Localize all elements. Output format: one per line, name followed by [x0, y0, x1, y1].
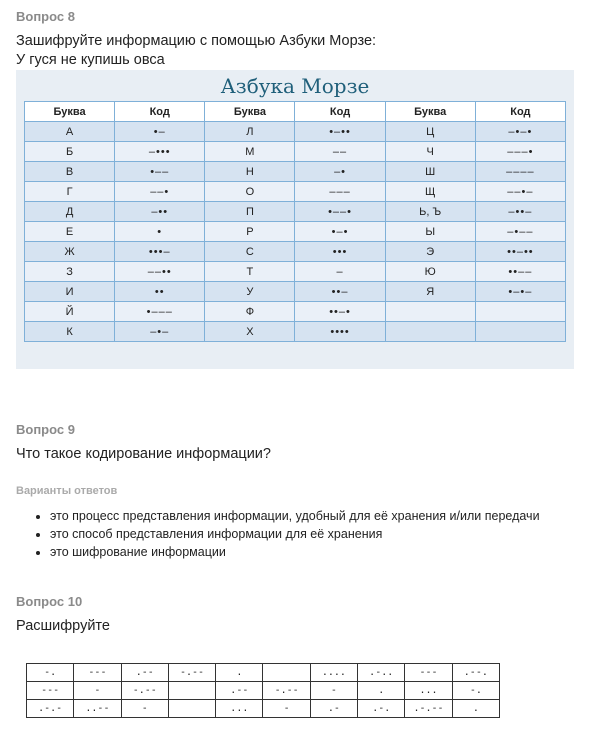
- morse-letter-cell: Я: [385, 282, 475, 302]
- morse-code-cell: –•: [295, 162, 385, 182]
- answer-option[interactable]: • это шифрование информации: [50, 543, 540, 561]
- morse-code-cell: •–: [115, 122, 205, 142]
- morse-code-cell: ––: [295, 142, 385, 162]
- morse-code-cell: ••••: [295, 322, 385, 342]
- morse-code-cell: ––––: [475, 162, 565, 182]
- cipher-cell: -: [121, 700, 168, 718]
- morse-code-cell: •–––: [115, 302, 205, 322]
- cipher-cell: -.: [452, 682, 499, 700]
- cipher-cell: -: [74, 682, 121, 700]
- cipher-cell: .: [358, 682, 405, 700]
- morse-figure-title: Азбука Морзе: [220, 74, 370, 98]
- morse-letter-cell: О: [205, 182, 295, 202]
- morse-code-cell: •••–: [115, 242, 205, 262]
- question-8-text-line1: Зашифруйте информацию с помощью Азбуки Морзе:: [16, 33, 377, 49]
- question-9-label: Вопрос 9: [16, 422, 75, 437]
- morse-code-cell: –––•: [475, 142, 565, 162]
- cipher-table: [26, 663, 500, 718]
- morse-letter-cell: Н: [205, 162, 295, 182]
- morse-letter-cell: Д: [25, 202, 115, 222]
- morse-header-code: Код: [295, 102, 385, 122]
- morse-letter-cell: Й: [25, 302, 115, 322]
- cipher-row: [27, 700, 500, 718]
- morse-row: [25, 202, 566, 222]
- morse-code-cell: •–•–: [475, 282, 565, 302]
- cipher-cell: -.--: [121, 682, 168, 700]
- morse-code-cell: –•–•: [475, 122, 565, 142]
- morse-letter-cell: [385, 322, 475, 342]
- question-8-text-line2: У гуся не купишь овса: [16, 52, 165, 68]
- morse-code-table: [24, 101, 566, 342]
- cipher-cell: .-.-: [27, 700, 74, 718]
- morse-row: [25, 262, 566, 282]
- question-10-label: Вопрос 10: [16, 594, 83, 609]
- cipher-cell: [168, 700, 215, 718]
- cipher-cell: .--: [216, 682, 263, 700]
- morse-letter-cell: Ч: [385, 142, 475, 162]
- morse-letter-cell: Ш: [385, 162, 475, 182]
- cipher-cell: .--: [121, 664, 168, 682]
- cipher-cell: ---: [27, 682, 74, 700]
- cipher-cell: [168, 682, 215, 700]
- morse-letter-cell: А: [25, 122, 115, 142]
- morse-letter-cell: З: [25, 262, 115, 282]
- morse-row: [25, 222, 566, 242]
- morse-code-cell: ––••: [115, 262, 205, 282]
- morse-letter-cell: Т: [205, 262, 295, 282]
- morse-letter-cell: М: [205, 142, 295, 162]
- morse-letter-cell: Х: [205, 322, 295, 342]
- morse-code-cell: ••: [115, 282, 205, 302]
- cipher-cell: ---: [405, 664, 452, 682]
- morse-code-cell: •––•: [295, 202, 385, 222]
- morse-code-cell: –••: [115, 202, 205, 222]
- morse-code-cell: ••–: [295, 282, 385, 302]
- morse-code-cell: •–•: [295, 222, 385, 242]
- cipher-cell: .-: [310, 700, 357, 718]
- cipher-cell: ..--: [74, 700, 121, 718]
- morse-letter-cell: [385, 302, 475, 322]
- answer-options-list: [16, 507, 540, 561]
- morse-letter-cell: С: [205, 242, 295, 262]
- morse-letter-cell: И: [25, 282, 115, 302]
- morse-code-cell: ••–•: [295, 302, 385, 322]
- morse-code-cell: ––•: [115, 182, 205, 202]
- cipher-cell: .-..: [358, 664, 405, 682]
- answer-options-label: Варианты ответов: [16, 485, 118, 497]
- morse-header-letter: Буква: [385, 102, 475, 122]
- cipher-row: [27, 682, 500, 700]
- cipher-cell: .-.: [358, 700, 405, 718]
- morse-code-cell: –: [295, 262, 385, 282]
- morse-code-cell: –••–: [475, 202, 565, 222]
- cipher-cell: ---: [74, 664, 121, 682]
- morse-letter-cell: Ж: [25, 242, 115, 262]
- morse-letter-cell: Ю: [385, 262, 475, 282]
- morse-letter-cell: Р: [205, 222, 295, 242]
- cipher-cell: .-.--: [405, 700, 452, 718]
- cipher-cell: -: [263, 700, 310, 718]
- cipher-cell: ....: [310, 664, 357, 682]
- cipher-cell: -.--: [168, 664, 215, 682]
- morse-letter-cell: В: [25, 162, 115, 182]
- morse-code-cell: ––•–: [475, 182, 565, 202]
- morse-code-cell: –––: [295, 182, 385, 202]
- morse-code-cell: •–••: [295, 122, 385, 142]
- question-10-text: Расшифруйте: [16, 618, 110, 634]
- morse-code-cell: –•–: [115, 322, 205, 342]
- morse-row: [25, 302, 566, 322]
- cipher-cell: .: [452, 700, 499, 718]
- morse-row: [25, 182, 566, 202]
- morse-letter-cell: К: [25, 322, 115, 342]
- morse-letter-cell: Л: [205, 122, 295, 142]
- morse-row: [25, 142, 566, 162]
- cipher-row: [27, 664, 500, 682]
- morse-code-cell: ••––: [475, 262, 565, 282]
- morse-letter-cell: Щ: [385, 182, 475, 202]
- morse-header-row: [25, 102, 566, 122]
- morse-letter-cell: Ф: [205, 302, 295, 322]
- morse-code-cell: [475, 302, 565, 322]
- question-8-label: Вопрос 8: [16, 9, 75, 24]
- cipher-cell: .: [216, 664, 263, 682]
- question-9-text: Что такое кодирование информации?: [16, 446, 271, 462]
- cipher-cell: ...: [405, 682, 452, 700]
- morse-row: [25, 242, 566, 262]
- cipher-cell: [263, 664, 310, 682]
- cipher-cell: -: [310, 682, 357, 700]
- answer-option[interactable]: • это процесс представления информации, удобный для её хранения и/или передачи: [50, 507, 540, 525]
- morse-header-code: Код: [475, 102, 565, 122]
- morse-letter-cell: У: [205, 282, 295, 302]
- morse-code-cell: ••–••: [475, 242, 565, 262]
- morse-code-cell: –•––: [475, 222, 565, 242]
- morse-code-figure: [16, 70, 574, 369]
- morse-code-cell: •••: [295, 242, 385, 262]
- morse-header-letter: Буква: [25, 102, 115, 122]
- morse-row: [25, 162, 566, 182]
- cipher-cell: -.: [27, 664, 74, 682]
- morse-letter-cell: П: [205, 202, 295, 222]
- morse-letter-cell: Ц: [385, 122, 475, 142]
- morse-code-cell: [475, 322, 565, 342]
- morse-code-cell: •: [115, 222, 205, 242]
- morse-letter-cell: Е: [25, 222, 115, 242]
- morse-code-cell: –•••: [115, 142, 205, 162]
- cipher-cell: -.--: [263, 682, 310, 700]
- morse-letter-cell: Э: [385, 242, 475, 262]
- morse-letter-cell: Б: [25, 142, 115, 162]
- morse-row: [25, 322, 566, 342]
- morse-row: [25, 122, 566, 142]
- morse-letter-cell: Ы: [385, 222, 475, 242]
- morse-letter-cell: Г: [25, 182, 115, 202]
- cipher-cell: ...: [216, 700, 263, 718]
- answer-option[interactable]: • это способ представления информации для её хранения: [50, 525, 540, 543]
- morse-header-letter: Буква: [205, 102, 295, 122]
- morse-code-cell: •––: [115, 162, 205, 182]
- cipher-cell: .--.: [452, 664, 499, 682]
- morse-letter-cell: Ь, Ъ: [385, 202, 475, 222]
- morse-row: [25, 282, 566, 302]
- morse-header-code: Код: [115, 102, 205, 122]
